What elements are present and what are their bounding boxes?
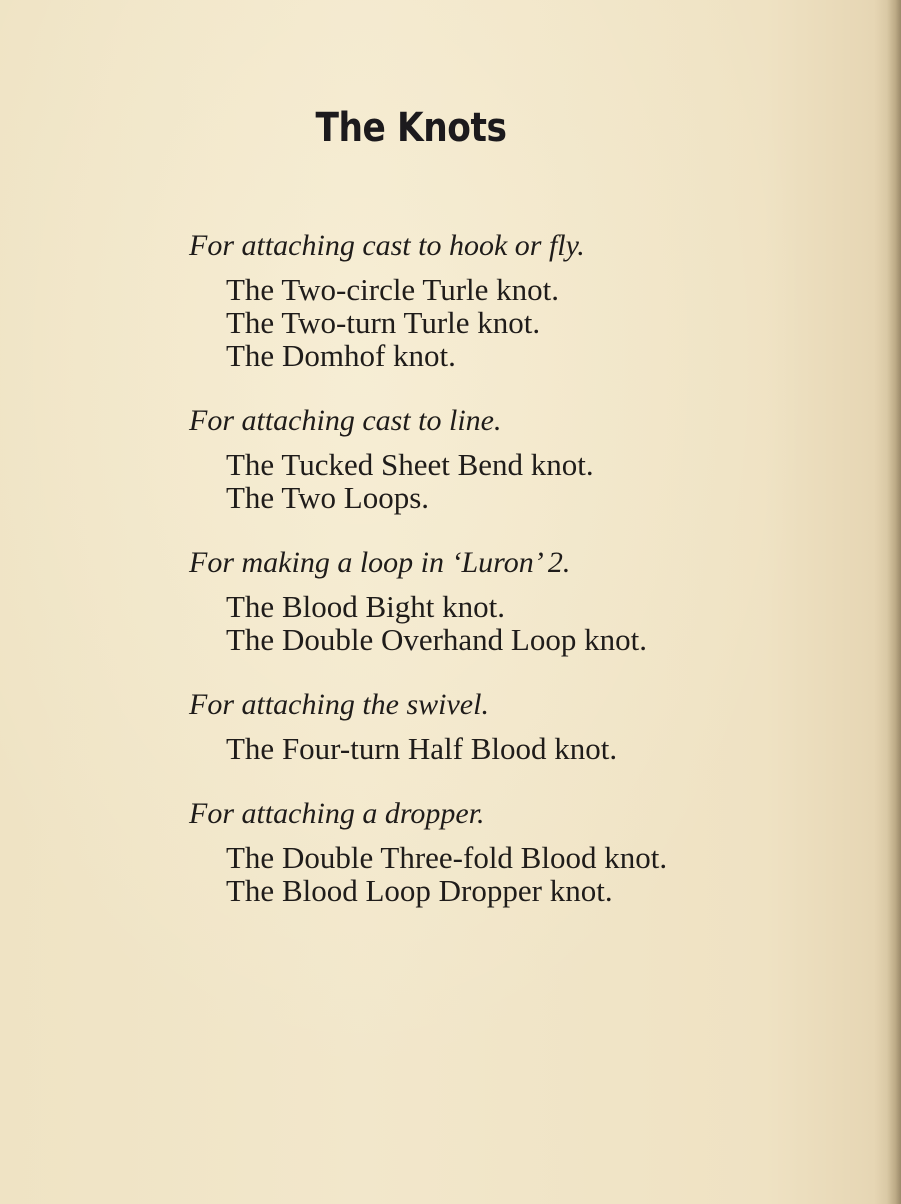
- section-cast-to-line: [189, 403, 869, 514]
- knot-item: The Double Overhand Loop knot.: [226, 622, 647, 657]
- knot-list: [189, 732, 869, 765]
- knot-item: The Two-circle Turle knot.: [226, 272, 560, 307]
- knot-item: The Double Three-fold Blood knot.: [226, 840, 668, 875]
- knot-item: The Tucked Sheet Bend knot.: [226, 447, 594, 482]
- knot-list: [189, 590, 869, 656]
- section-heading: For attaching a dropper.: [189, 797, 485, 830]
- knot-item: The Blood Bight knot.: [226, 589, 505, 624]
- knot-item: The Four-turn Half Blood knot.: [226, 731, 618, 766]
- section-heading: For attaching cast to line.: [189, 404, 502, 437]
- knot-list: [189, 448, 869, 514]
- knot-sections: [189, 228, 869, 907]
- knot-item: The Two Loops.: [226, 480, 430, 515]
- section-hook-or-fly: [189, 228, 869, 372]
- knot-item: The Domhof knot.: [226, 338, 456, 373]
- knot-item: The Two-turn Turle knot.: [226, 305, 541, 340]
- section-loop-in-luron: [189, 545, 869, 656]
- section-swivel: [189, 687, 869, 765]
- spine-shadow: [887, 0, 901, 1204]
- knot-list: [189, 841, 869, 907]
- knot-item: The Blood Loop Dropper knot.: [226, 873, 613, 908]
- page-title: The Knots: [315, 104, 507, 151]
- section-dropper: [189, 796, 869, 907]
- knot-list: [189, 273, 869, 372]
- section-heading: For attaching cast to hook or fly.: [189, 229, 585, 262]
- section-heading: For making a loop in ‘Luron’ 2.: [189, 546, 571, 579]
- section-heading: For attaching the swivel.: [189, 688, 489, 721]
